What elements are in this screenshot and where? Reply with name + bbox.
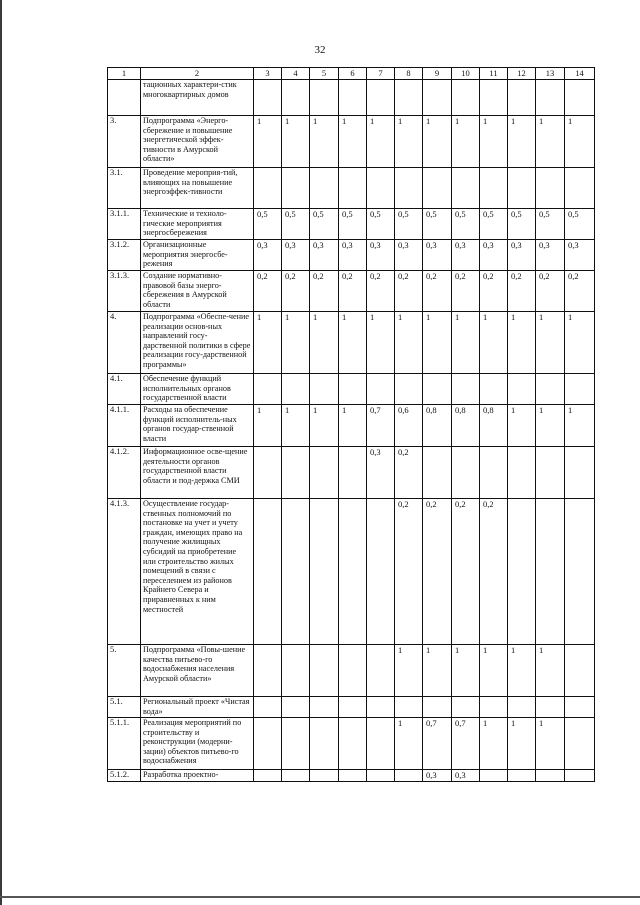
value-cell <box>282 80 310 116</box>
value-cell: 0,2 <box>310 271 339 312</box>
page-number: 32 <box>314 44 326 56</box>
value-cell: 1 <box>565 116 595 168</box>
value-cell: 0,5 <box>508 209 536 240</box>
scan-edge-bottom <box>0 896 640 898</box>
value-cell <box>565 770 595 782</box>
row-number: 4.1.2. <box>108 447 141 499</box>
value-cell <box>536 374 565 405</box>
value-cell <box>565 80 595 116</box>
column-header: 8 <box>395 68 423 80</box>
table-row <box>108 405 595 447</box>
value-cell <box>367 718 395 770</box>
row-name: Подпрограмма «Энерго-сбережение и повышение энергетической эффек-тивности в Амурской области» <box>141 116 254 168</box>
value-cell <box>508 80 536 116</box>
value-cell <box>452 374 480 405</box>
value-cell: 0,3 <box>536 240 565 271</box>
value-cell: 1 <box>310 312 339 374</box>
value-cell <box>536 499 565 645</box>
column-header: 6 <box>339 68 367 80</box>
column-header: 5 <box>310 68 339 80</box>
value-cell <box>508 374 536 405</box>
value-cell <box>339 499 367 645</box>
row-name: Подпрограмма «Обеспе-чение реализации основ-ных направлений госу-дарственной политики в сфере реализации госу-дарственной программы» <box>141 312 254 374</box>
indicator-table <box>107 67 595 782</box>
value-cell <box>452 697 480 718</box>
value-cell: 0,2 <box>452 499 480 645</box>
value-cell: 1 <box>480 645 508 697</box>
value-cell: 0,2 <box>423 499 452 645</box>
value-cell <box>339 645 367 697</box>
value-cell <box>565 447 595 499</box>
value-cell: 0,3 <box>254 240 282 271</box>
value-cell: 1 <box>282 312 310 374</box>
table-row <box>108 645 595 697</box>
value-cell <box>395 168 423 209</box>
value-cell <box>423 168 452 209</box>
value-cell: 0,2 <box>452 271 480 312</box>
value-cell <box>536 168 565 209</box>
value-cell <box>254 168 282 209</box>
row-name: Реализация мероприятий по строительству и реконструкции (модерни-зации) объектов питьево-го водоснабжения <box>141 718 254 770</box>
value-cell: 0,2 <box>395 499 423 645</box>
value-cell: 0,7 <box>423 718 452 770</box>
value-cell: 1 <box>254 312 282 374</box>
value-cell <box>565 374 595 405</box>
value-cell <box>395 697 423 718</box>
value-cell: 1 <box>508 116 536 168</box>
value-cell <box>254 718 282 770</box>
value-cell: 0,3 <box>508 240 536 271</box>
value-cell <box>339 374 367 405</box>
value-cell <box>367 80 395 116</box>
value-cell <box>310 645 339 697</box>
value-cell: 0,2 <box>339 271 367 312</box>
value-cell: 0,2 <box>423 271 452 312</box>
value-cell <box>310 718 339 770</box>
value-cell <box>339 718 367 770</box>
row-number: 4.1.1. <box>108 405 141 447</box>
value-cell <box>508 697 536 718</box>
value-cell <box>282 499 310 645</box>
value-cell <box>452 80 480 116</box>
value-cell <box>310 168 339 209</box>
value-cell <box>282 168 310 209</box>
value-cell: 0,3 <box>395 240 423 271</box>
value-cell: 1 <box>395 116 423 168</box>
value-cell: 0,2 <box>480 499 508 645</box>
column-header: 2 <box>141 68 254 80</box>
value-cell: 1 <box>508 405 536 447</box>
value-cell <box>395 770 423 782</box>
value-cell: 0,2 <box>395 447 423 499</box>
table-row <box>108 718 595 770</box>
value-cell: 0,3 <box>310 240 339 271</box>
value-cell <box>480 447 508 499</box>
value-cell <box>565 718 595 770</box>
value-cell <box>565 697 595 718</box>
value-cell <box>536 447 565 499</box>
value-cell: 0,3 <box>367 240 395 271</box>
value-cell: 0,5 <box>395 209 423 240</box>
value-cell <box>339 770 367 782</box>
column-header: 12 <box>508 68 536 80</box>
value-cell: 0,5 <box>452 209 480 240</box>
value-cell: 0,5 <box>254 209 282 240</box>
value-cell <box>480 374 508 405</box>
column-header: 10 <box>452 68 480 80</box>
value-cell: 0,5 <box>565 209 595 240</box>
value-cell: 1 <box>480 312 508 374</box>
table-row <box>108 374 595 405</box>
value-cell <box>310 697 339 718</box>
value-cell <box>339 697 367 718</box>
value-cell: 1 <box>452 116 480 168</box>
value-cell: 0,2 <box>254 271 282 312</box>
table-row <box>108 312 595 374</box>
value-cell: 1 <box>423 312 452 374</box>
value-cell <box>565 499 595 645</box>
value-cell: 0,3 <box>423 240 452 271</box>
row-number: 5.1.2. <box>108 770 141 782</box>
value-cell <box>395 80 423 116</box>
value-cell: 0,6 <box>395 405 423 447</box>
value-cell <box>254 645 282 697</box>
value-cell <box>565 168 595 209</box>
table-row <box>108 697 595 718</box>
value-cell: 0,5 <box>339 209 367 240</box>
value-cell <box>367 374 395 405</box>
value-cell: 0,8 <box>423 405 452 447</box>
value-cell <box>508 168 536 209</box>
value-cell: 1 <box>395 718 423 770</box>
value-cell: 1 <box>310 116 339 168</box>
row-name: тационных характери-стик многоквартирных домов <box>141 80 254 116</box>
value-cell: 0,5 <box>423 209 452 240</box>
value-cell <box>536 770 565 782</box>
value-cell: 1 <box>339 405 367 447</box>
value-cell <box>452 447 480 499</box>
value-cell <box>310 374 339 405</box>
row-number: 5.1. <box>108 697 141 718</box>
table-row <box>108 80 595 116</box>
table-row <box>108 770 595 782</box>
value-cell: 0,3 <box>452 770 480 782</box>
table-row <box>108 499 595 645</box>
value-cell <box>395 374 423 405</box>
row-name: Создание нормативно-правовой базы энерго-сбережения в Амурской области <box>141 271 254 312</box>
value-cell <box>282 718 310 770</box>
value-cell: 1 <box>395 312 423 374</box>
value-cell: 0,3 <box>565 240 595 271</box>
value-cell: 0,3 <box>282 240 310 271</box>
value-cell: 0,8 <box>480 405 508 447</box>
value-cell <box>254 499 282 645</box>
value-cell: 1 <box>565 405 595 447</box>
value-cell <box>508 770 536 782</box>
table-row <box>108 271 595 312</box>
value-cell: 0,5 <box>480 209 508 240</box>
table-row <box>108 447 595 499</box>
value-cell: 1 <box>565 312 595 374</box>
value-cell <box>480 168 508 209</box>
value-cell <box>367 645 395 697</box>
column-header: 9 <box>423 68 452 80</box>
column-header: 4 <box>282 68 310 80</box>
value-cell: 1 <box>282 116 310 168</box>
value-cell: 1 <box>508 645 536 697</box>
value-cell <box>480 697 508 718</box>
value-cell <box>282 770 310 782</box>
value-cell: 0,2 <box>367 271 395 312</box>
value-cell <box>367 770 395 782</box>
value-cell <box>452 168 480 209</box>
value-cell: 0,3 <box>452 240 480 271</box>
value-cell: 1 <box>254 405 282 447</box>
value-cell <box>480 770 508 782</box>
row-name: Расходы на обеспечение функций исполнитель-ных органов государ-ственной власти <box>141 405 254 447</box>
value-cell: 0,7 <box>452 718 480 770</box>
value-cell <box>423 697 452 718</box>
row-number: 4. <box>108 312 141 374</box>
value-cell: 1 <box>508 312 536 374</box>
row-name: Обеспечение функций исполнительных органов государственной власти <box>141 374 254 405</box>
value-cell: 0,3 <box>339 240 367 271</box>
row-name: Информационное осве-щение деятельности органов государственной власти области и под-держка СМИ <box>141 447 254 499</box>
value-cell <box>282 374 310 405</box>
value-cell <box>282 645 310 697</box>
row-number: 3.1. <box>108 168 141 209</box>
value-cell: 1 <box>508 718 536 770</box>
value-cell: 1 <box>339 312 367 374</box>
value-cell: 1 <box>282 405 310 447</box>
column-header: 11 <box>480 68 508 80</box>
value-cell: 0,2 <box>536 271 565 312</box>
value-cell: 1 <box>536 718 565 770</box>
table-row <box>108 240 595 271</box>
row-number <box>108 80 141 116</box>
value-cell: 0,2 <box>282 271 310 312</box>
row-number: 3.1.1. <box>108 209 141 240</box>
value-cell <box>254 770 282 782</box>
value-cell <box>367 697 395 718</box>
value-cell: 1 <box>480 718 508 770</box>
value-cell: 0,2 <box>395 271 423 312</box>
value-cell: 0,5 <box>536 209 565 240</box>
value-cell <box>480 80 508 116</box>
row-name: Организационные мероприятия энергосбе-режения <box>141 240 254 271</box>
value-cell <box>423 374 452 405</box>
row-name: Проведение мероприя-тий, влияющих на повышение энергоэффек-тивности <box>141 168 254 209</box>
value-cell: 1 <box>536 405 565 447</box>
row-number: 5. <box>108 645 141 697</box>
value-cell <box>508 447 536 499</box>
value-cell: 0,5 <box>310 209 339 240</box>
value-cell: 0,7 <box>367 405 395 447</box>
value-cell <box>310 447 339 499</box>
column-header: 14 <box>565 68 595 80</box>
row-number: 3. <box>108 116 141 168</box>
value-cell <box>254 80 282 116</box>
table-row <box>108 209 595 240</box>
value-cell <box>423 80 452 116</box>
value-cell: 0,2 <box>480 271 508 312</box>
row-number: 5.1.1. <box>108 718 141 770</box>
header-row <box>108 68 595 80</box>
value-cell <box>254 374 282 405</box>
value-cell <box>367 168 395 209</box>
row-name: Региональный проект «Чистая вода» <box>141 697 254 718</box>
value-cell <box>536 80 565 116</box>
value-cell: 0,5 <box>367 209 395 240</box>
value-cell: 0,3 <box>480 240 508 271</box>
value-cell <box>339 168 367 209</box>
row-number: 4.1.3. <box>108 499 141 645</box>
row-name: Разработка проектно- <box>141 770 254 782</box>
value-cell: 1 <box>367 312 395 374</box>
value-cell: 1 <box>423 116 452 168</box>
value-cell <box>282 447 310 499</box>
row-name: Осуществление государ-ственных полномочий по постановке на учет и учету граждан, имеющих право на получение жилищных субсидий на приобретение или строительство жилых помещений в связи с переселением из районов Крайнего Севера и приравненных к ним местностей <box>141 499 254 645</box>
value-cell <box>508 499 536 645</box>
value-cell: 0,3 <box>423 770 452 782</box>
value-cell: 1 <box>452 312 480 374</box>
value-cell <box>282 697 310 718</box>
row-number: 3.1.3. <box>108 271 141 312</box>
value-cell <box>339 447 367 499</box>
value-cell <box>339 80 367 116</box>
table-row <box>108 168 595 209</box>
value-cell <box>254 447 282 499</box>
value-cell: 1 <box>339 116 367 168</box>
value-cell: 1 <box>536 645 565 697</box>
value-cell: 1 <box>310 405 339 447</box>
value-cell: 1 <box>536 116 565 168</box>
column-header: 1 <box>108 68 141 80</box>
value-cell: 0,2 <box>508 271 536 312</box>
value-cell <box>310 499 339 645</box>
row-name: Подпрограмма «Повы-шение качества питьево-го водоснабжения населения Амурской области» <box>141 645 254 697</box>
value-cell: 0,5 <box>282 209 310 240</box>
value-cell <box>536 697 565 718</box>
value-cell: 1 <box>367 116 395 168</box>
value-cell: 0,8 <box>452 405 480 447</box>
value-cell: 0,3 <box>367 447 395 499</box>
row-name: Технические и техноло-гические мероприятия энергосбережения <box>141 209 254 240</box>
column-header: 13 <box>536 68 565 80</box>
table-row <box>108 116 595 168</box>
row-number: 4.1. <box>108 374 141 405</box>
value-cell <box>565 645 595 697</box>
column-header: 7 <box>367 68 395 80</box>
value-cell: 1 <box>423 645 452 697</box>
value-cell: 1 <box>254 116 282 168</box>
value-cell: 1 <box>395 645 423 697</box>
scan-edge-left <box>0 0 2 905</box>
value-cell: 1 <box>536 312 565 374</box>
value-cell: 1 <box>452 645 480 697</box>
value-cell <box>254 697 282 718</box>
value-cell: 1 <box>480 116 508 168</box>
value-cell <box>310 80 339 116</box>
value-cell <box>310 770 339 782</box>
value-cell: 0,2 <box>565 271 595 312</box>
value-cell <box>423 447 452 499</box>
row-number: 3.1.2. <box>108 240 141 271</box>
column-header: 3 <box>254 68 282 80</box>
value-cell <box>367 499 395 645</box>
